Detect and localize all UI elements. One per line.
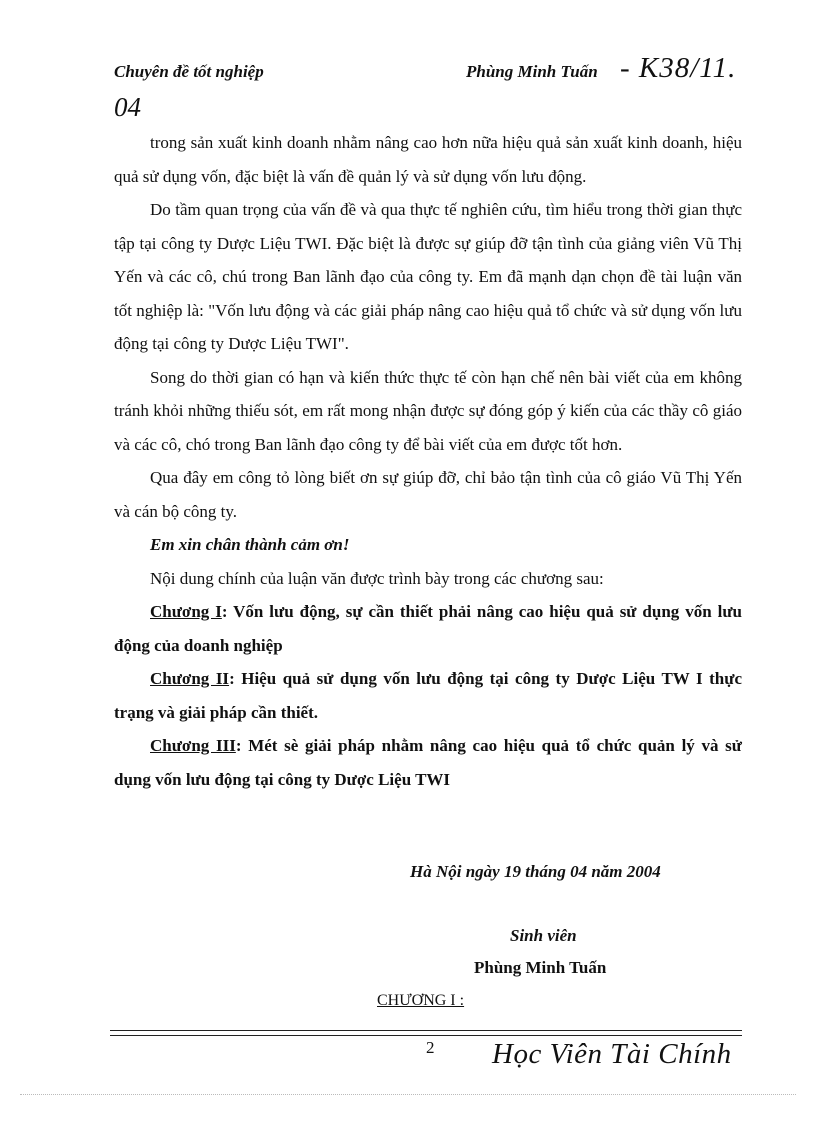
paragraph-2: Do tầm quan trọng của vấn đề và qua thực tế nghiên cứu, tìm hiểu trong thời gian thực tập tại công ty Dược Liệu TWI. Đặc biệt là được sự giúp đỡ tận tình của giảng viên Vũ Thị Yến và các cô, chú trong Ban lãnh đạo của công ty. Em đã mạnh dạn chọn đề tài luận văn tốt nghiệp là: "Vốn lưu động và các giải pháp nâng cao hiệu quả tổ chức và sử dụng vốn lưu động tại công ty Dược Liệu TWI". bbox=[114, 200, 742, 353]
chapter-2-text: : Hiệu quả sử dụng vốn lưu động tại công ty Dược Liệu TW I thực trạng và giải pháp cần thiết. bbox=[114, 669, 742, 722]
page-break-line bbox=[20, 1094, 796, 1095]
chapter-2 bbox=[114, 662, 742, 729]
signature-role: Sinh viên bbox=[510, 926, 577, 945]
chapter-3 bbox=[114, 729, 742, 796]
signature-name: Phùng Minh Tuấn bbox=[474, 958, 607, 977]
page-number: 2 bbox=[426, 1038, 435, 1057]
header-title: Chuyên đề tốt nghiệp bbox=[114, 62, 264, 81]
paragraph-1: trong sản xuất kinh doanh nhằm nâng cao hơn nữa hiệu quả sản xuất kinh doanh, hiệu quả sử dụng vốn, đặc biệt là vấn đề quản lý và sử dụng vốn lưu động. bbox=[114, 133, 742, 186]
place-date: Hà Nội ngày 19 tháng 04 năm 2004 bbox=[410, 862, 661, 881]
chapter-1-text: : Vốn lưu động, sự cần thiết phải nâng cao hiệu quả sử dụng vốn lưu động của doanh nghiệp bbox=[114, 602, 742, 655]
thanks-line: Em xin chân thành cảm ơn! bbox=[150, 535, 350, 554]
next-chapter-heading: CHƯƠNG I : bbox=[377, 992, 465, 1009]
document-body bbox=[114, 126, 742, 796]
header-class-code-continued: 04 bbox=[114, 92, 141, 122]
paragraph-4: Qua đây em công tỏ lòng biết ơn sự giúp đỡ, chỉ bảo tận tình của cô giáo Vũ Thị Yến và cán bộ công ty. bbox=[114, 468, 742, 521]
footer-rule-top bbox=[110, 1030, 742, 1031]
chapter-2-label: Chương II bbox=[150, 669, 230, 688]
chapter-1-label: Chương I bbox=[150, 602, 222, 621]
chapter-1 bbox=[114, 595, 742, 662]
chapter-3-label: Chương III bbox=[150, 736, 236, 755]
header-class-code: - K38/11. bbox=[620, 52, 737, 84]
footer-rule-bottom bbox=[110, 1035, 742, 1036]
footer-institution: Học Viên Tài Chính bbox=[492, 1038, 732, 1070]
intro-line: Nội dung chính của luận văn được trình bày trong các chương sau: bbox=[150, 568, 604, 588]
paragraph-3: Song do thời gian có hạn và kiến thức thực tế còn hạn chế nên bài viết của em không tránh khỏi những thiếu sót, em rất mong nhận được sự đóng góp ý kiến của các thầy cô giáo và các cô, chó trong Ban lãnh đạo công ty để bài viết của em được tốt hơn. bbox=[114, 367, 742, 454]
header-author: Phùng Minh Tuấn bbox=[466, 62, 598, 81]
chapter-3-text: : Mét sè giải pháp nhằm nâng cao hiệu quả tổ chức quản lý và sử dụng vốn lưu động tại công ty Dược Liệu TWI bbox=[114, 736, 742, 789]
